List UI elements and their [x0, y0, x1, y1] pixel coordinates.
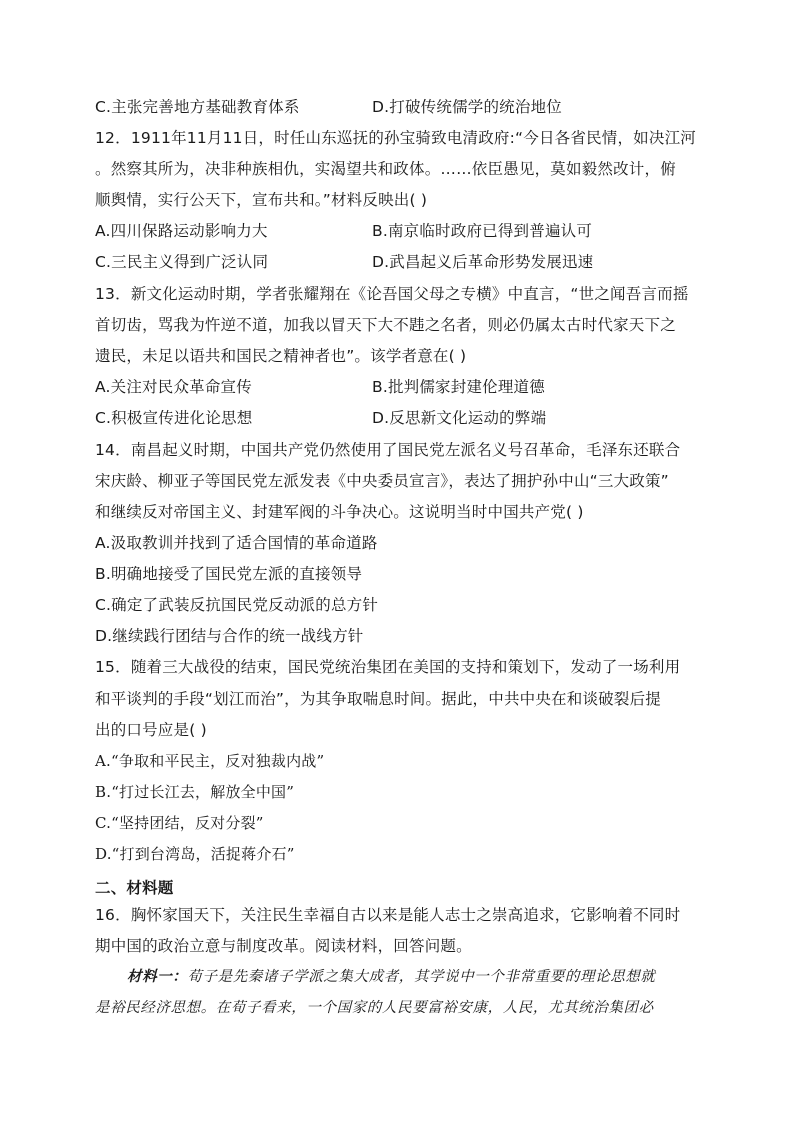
q13-option-a: A.关注对民众革命宣传	[95, 378, 252, 396]
q12-option-c: C.三民主义得到广泛认同	[95, 253, 269, 271]
q14-stem-line-2: 宋庆龄、柳亚子等国民党左派发表《中央委员宣言》，表达了拥护孙中山“三大政策”	[95, 472, 669, 490]
q13-option-c: C.积极宣传进化论思想	[95, 409, 253, 427]
q15-option-d: D.“打到台湾岛，活捉蒋介石”	[95, 845, 295, 863]
q12-option-a: A.四川保路运动影响力大	[95, 222, 268, 240]
q15-option-a: A.“争取和平民主，反对独裁内战”	[95, 752, 325, 770]
q14-stem-line-3: 和继续反对帝国主义、封建军阀的斗争决心。这说明当时中国共产党( )	[95, 503, 584, 521]
material-one-label: 材料一：	[127, 968, 188, 985]
material-one-line-1	[127, 966, 656, 988]
q12-option-d: D.武昌起义后革命形势发展迅速	[372, 253, 594, 271]
q14-stem-line-1: 14．南昌起义时期，中国共产党仍然使用了国民党左派名义号召革命，毛泽东还联合	[95, 441, 681, 459]
q13-stem-line-1: 13．新文化运动时期，学者张耀翔在《论吾国父母之专横》中直言，“世之闻吾言而摇	[95, 285, 689, 303]
material-one-text: 荀子是先秦诸子学派之集大成者，其学说中一个非常重要的理论思想就	[187, 969, 656, 985]
q16-stem-line-2: 期中国的政治立意与制度改革。阅读材料，回答问题。	[95, 937, 472, 955]
section-heading-materials: 二、材料题	[95, 879, 174, 897]
q13-stem-line-2: 首切齿，骂我为忤逆不道，加我以冒天下大不韪之名者，则必仍属太古时代家天下之	[95, 316, 676, 334]
q11-option-d: D.打破传统儒学的统治地位	[372, 98, 562, 116]
q15-option-c: C.“坚持团结，反对分裂”	[95, 814, 264, 832]
q15-stem-line-2: 和平谈判的手段“划江而治”，为其争取喘息时间。据此，中共中央在和谈破裂后提	[95, 690, 661, 708]
q12-stem-line-2: 。然察其所为，决非种族相仇，实渴望共和政体。……依臣愚见，莫如毅然改计，俯	[95, 160, 676, 178]
q15-stem-line-3: 出的口号应是( )	[95, 721, 207, 739]
q12-option-b: B.南京临时政府已得到普遍认可	[372, 222, 593, 240]
q14-option-c: C.确定了武装反抗国民党反动派的总方针	[95, 596, 379, 614]
q14-option-a: A.汲取教训并找到了适合国情的革命道路	[95, 534, 378, 552]
q13-stem-line-3: 遗民，未足以语共和国民之精神者也”。该学者意在( )	[95, 347, 467, 365]
q12-stem-line-1: 12．1911年11月11日，时任山东巡抚的孙宝骑致电清政府:“今日各省民情，如决江河	[95, 129, 696, 147]
q14-option-b: B.明确地接受了国民党左派的直接领导	[95, 565, 363, 583]
q12-stem-line-3: 顺舆情，实行公天下，宣布共和。”材料反映出( )	[95, 191, 428, 209]
q15-stem-line-1: 15．随着三大战役的结束，国民党统治集团在美国的支持和策划下，发动了一场利用	[95, 658, 681, 676]
q16-stem-line-1: 16．胸怀家国天下，关注民生幸福自古以来是能人志士之崇高追求，它影响着不同时	[95, 906, 681, 924]
q11-option-c: C.主张完善地方基础教育体系	[95, 98, 300, 116]
material-one-line-2: 是裕民经济思想。在荀子看来，一个国家的人民要富裕安康，人民，尤其统治集团必	[95, 1000, 654, 1016]
q13-option-b: B.批判儒家封建伦理道德	[372, 378, 545, 396]
q14-option-d: D.继续践行团结与合作的统一战线方针	[95, 627, 364, 645]
q13-option-d: D.反思新文化运动的弊端	[372, 409, 547, 427]
q15-option-b: B.“打过长江去，解放全中国”	[95, 783, 295, 801]
